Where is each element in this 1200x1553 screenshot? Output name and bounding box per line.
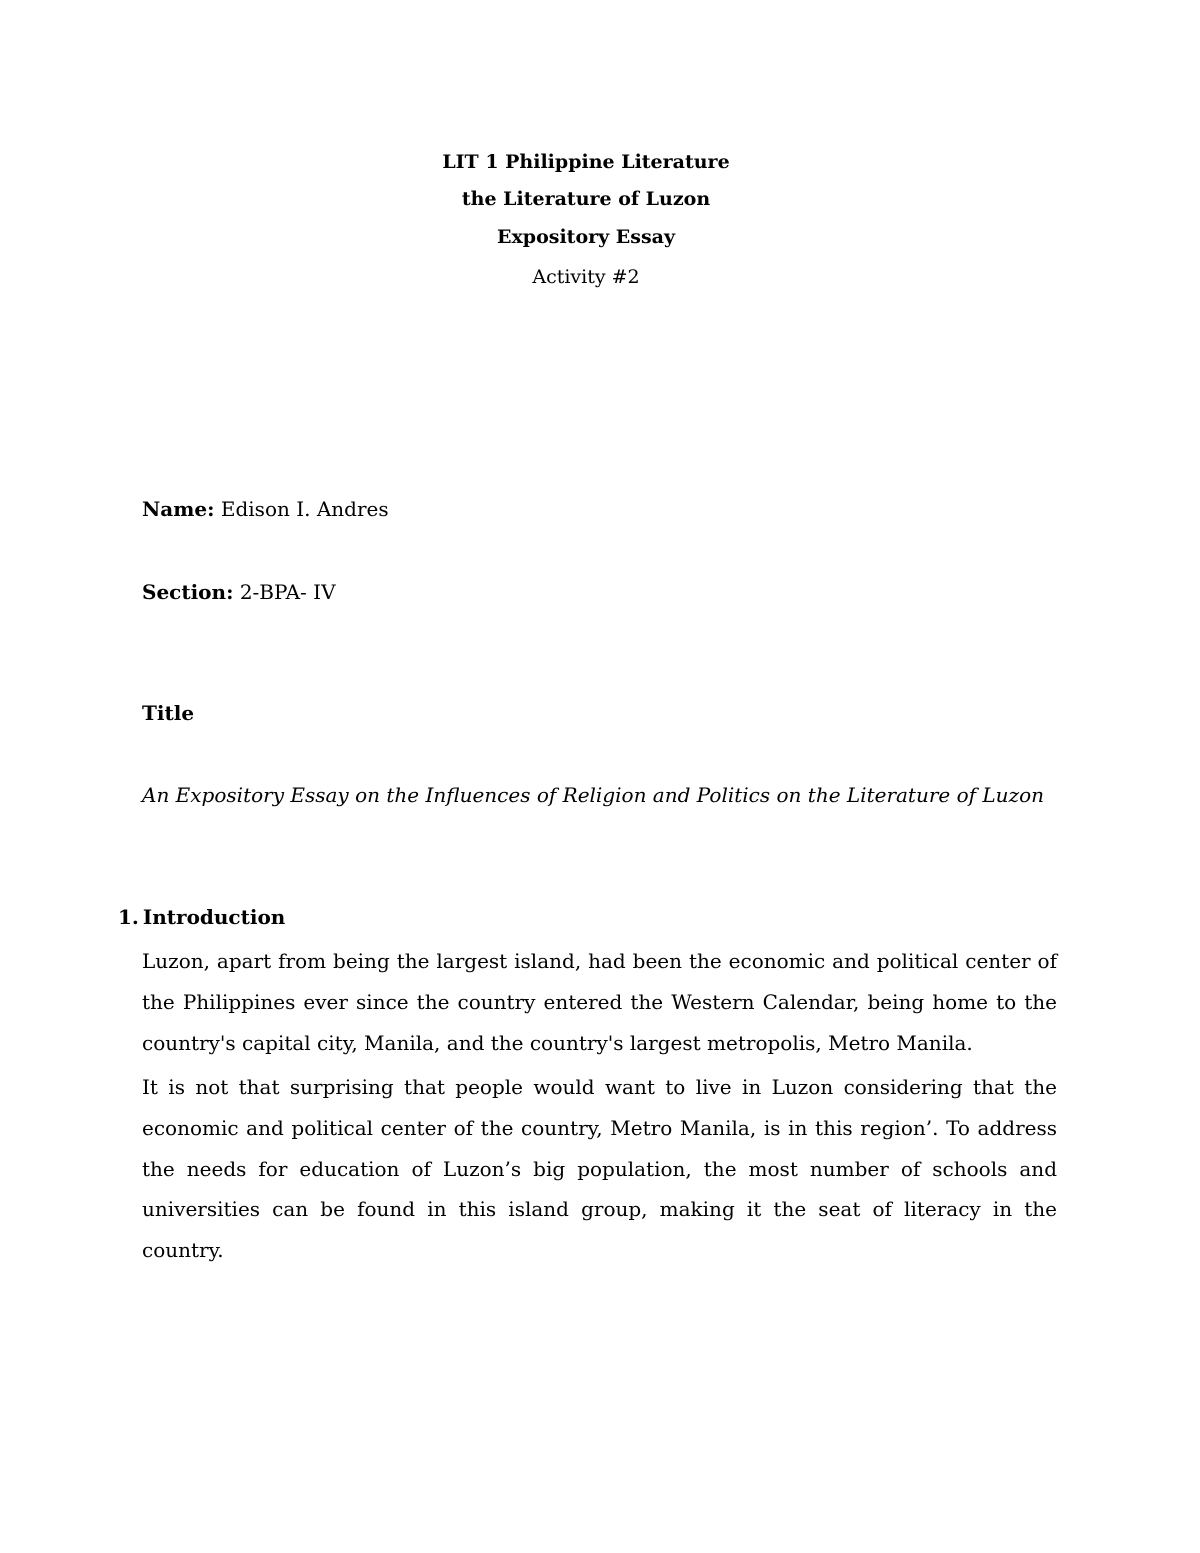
name-value: Edison I. Andres xyxy=(220,497,389,521)
paragraph: Luzon, apart from being the largest island, had been the economic and political center of the Philippines ever since the country entered the Western Calendar, being home to the country's capital city, Manila, and the country's largest metropolis, Metro Manila. xyxy=(142,949,1057,1055)
title-label: Title xyxy=(142,701,195,725)
name-label: Name: xyxy=(142,497,215,521)
section-field xyxy=(142,579,336,605)
section-heading-introduction xyxy=(118,904,285,930)
paragraph: It is not that surprising that people would want to live in Luzon considering that the economic and political center of the country, Metro Manila, is in this region’. To address the needs for education of Luzon’s big population, the most number of schools and universities can be found in this island group, making it the seat of literacy in the country. xyxy=(142,1075,1057,1263)
section-heading-text: Introduction xyxy=(142,905,286,929)
activity-number: Activity #2 xyxy=(532,266,640,288)
section-value: 2-BPA- IV xyxy=(239,580,336,604)
section-label: Section: xyxy=(142,580,234,604)
essay-type: Expository Essay xyxy=(496,226,676,248)
course-title: LIT 1 Philippine Literature xyxy=(442,151,730,173)
topic-title: the Literature of Luzon xyxy=(461,188,711,210)
essay-title: An Expository Essay on the Influences of Religion and Politics on the Literature of Luzon xyxy=(142,783,1045,807)
section-number: 1. xyxy=(118,905,139,929)
name-field xyxy=(142,496,389,522)
